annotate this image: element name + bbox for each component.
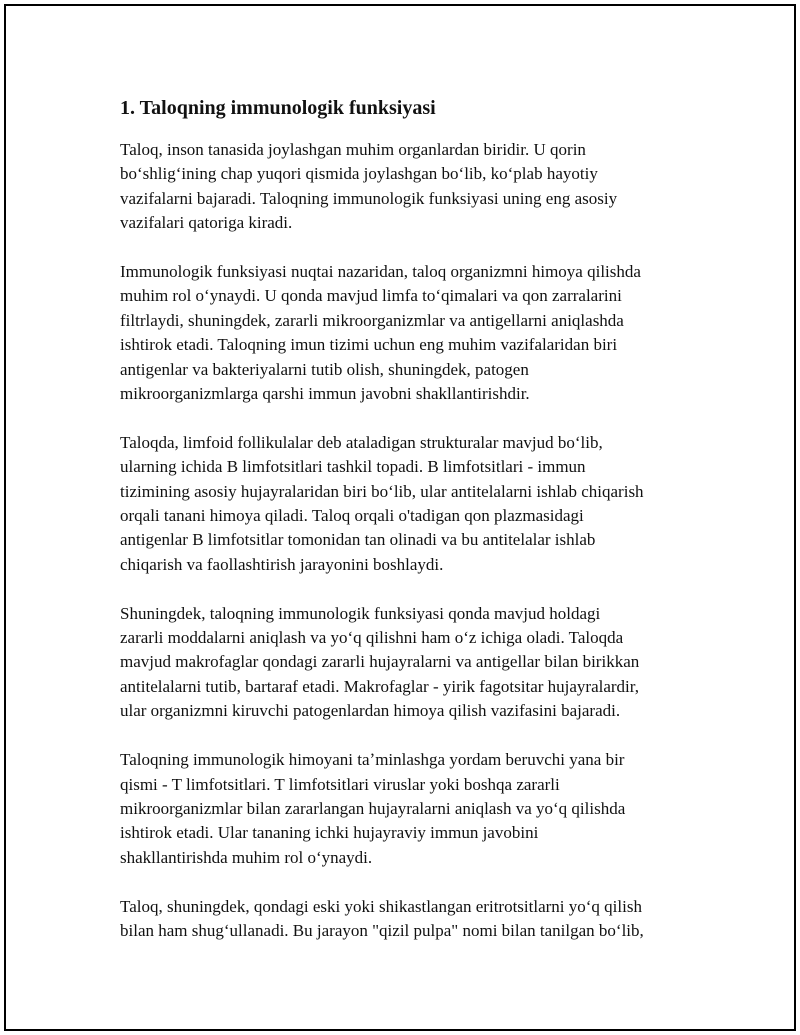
paragraph-line: ular organizmni kiruvchi patogenlardan himoya qilish vazifasini bajaradi. [120,701,621,721]
paragraph-line: tizimining asosiy hujayralaridan biri boʻlib, ular antitelalarni ishlab chiqarish [120,481,644,501]
document-body [120,96,700,968]
paragraph-line: Immunologik funksiyasi nuqtai nazaridan, taloq organizmni himoya qilishda [120,262,641,282]
paragraph-line: antitelalarni tutib, bartaraf etadi. Makrofaglar - yirik fagotsitar hujayralardir, [120,676,640,696]
paragraph-line: Taloqning immunologik himoyani taʼminlashga yordam beruvchi yana bir [120,750,625,770]
paragraph-line: orqali tanani himoya qiladi. Taloq orqali o'tadigan qon plazmasidagi [120,506,584,526]
document-title: 1. Taloqning immunologik funksiyasi [120,97,436,119]
paragraph-line: Taloq, shuningdek, qondagi eski yoki shikastlangan eritrotsitlarni yoʻq qilish [120,896,642,916]
paragraph-line: ishtirok etadi. Ular tananing ichki hujayraviy immun javobini [120,823,539,843]
paragraph-line: shakllantirishda muhim rol oʻynaydi. [120,847,373,867]
paragraph-2 [120,260,700,406]
paragraph-line: Shuningdek, taloqning immunologik funksiyasi qonda mavjud holdagi [120,603,601,623]
paragraph-line: qismi - T limfotsitlari. T limfotsitlari viruslar yoki boshqa zararli [120,774,560,794]
paragraph-line: Taloq, inson tanasida joylashgan muhim organlardan biridir. U qorin [120,140,586,159]
paragraph-6 [120,895,700,944]
paragraph-line: bilan ham shugʻullanadi. Bu jarayon "qizil pulpa" nomi bilan tanilgan boʻlib, [120,920,644,940]
paragraph-5 [120,748,700,870]
paragraph-line: antigenlar B limfotsitlar tomonidan tan olinadi va bu antitelalar ishlab [120,530,596,550]
paragraph-line: ishtirok etadi. Taloqning imun tizimi uchun eng muhim vazifalaridan biri [120,335,618,355]
paragraph-line: ularning ichida B limfotsitlari tashkil topadi. B limfotsitlari - immun [120,457,586,477]
paragraph-line: muhim rol oʻynaydi. U qonda mavjud limfa toʻqimalari va qon zarralarini [120,286,622,306]
paragraph-line: vazifalari qatoriga kiradi. [120,213,293,233]
paragraph-line: boʻshligʻining chap yuqori qismida joylashgan boʻlib, koʻplab hayotiy [120,164,598,184]
paragraph-line: Taloqda, limfoid follikulalar deb ataladigan strukturalar mavjud boʻlib, [120,432,603,452]
paragraph-line: vazifalarni bajaradi. Taloqning immunologik funksiyasi uning eng asosiy [120,188,618,208]
paragraph-line: mikroorganizmlar bilan zararlangan hujayralarni aniqlash va yoʻq qilishda [120,798,626,818]
paragraph-line: mavjud makrofaglar qondagi zararli hujayralarni va antigellar bilan birikkan [120,652,640,672]
paragraph-line: chiqarish va faollashtirish jarayonini boshlaydi. [120,554,444,574]
paragraph-line: antigenlar va bakteriyalarni tutib olish, shuningdek, patogen [120,359,529,379]
paragraph-3 [120,431,700,577]
paragraph-line: zararli moddalarni aniqlash va yoʻq qilishni ham oʻz ichiga oladi. Taloqda [120,628,624,648]
paragraph-1 [120,138,700,236]
paragraph-line: mikroorganizmlarga qarshi immun javobni shakllantirishdir. [120,384,530,404]
paragraph-4 [120,602,700,724]
page-frame [4,4,796,1031]
paragraph-line: filtrlaydi, shuningdek, zararli mikroorganizmlar va antigellarni aniqlashda [120,310,624,330]
